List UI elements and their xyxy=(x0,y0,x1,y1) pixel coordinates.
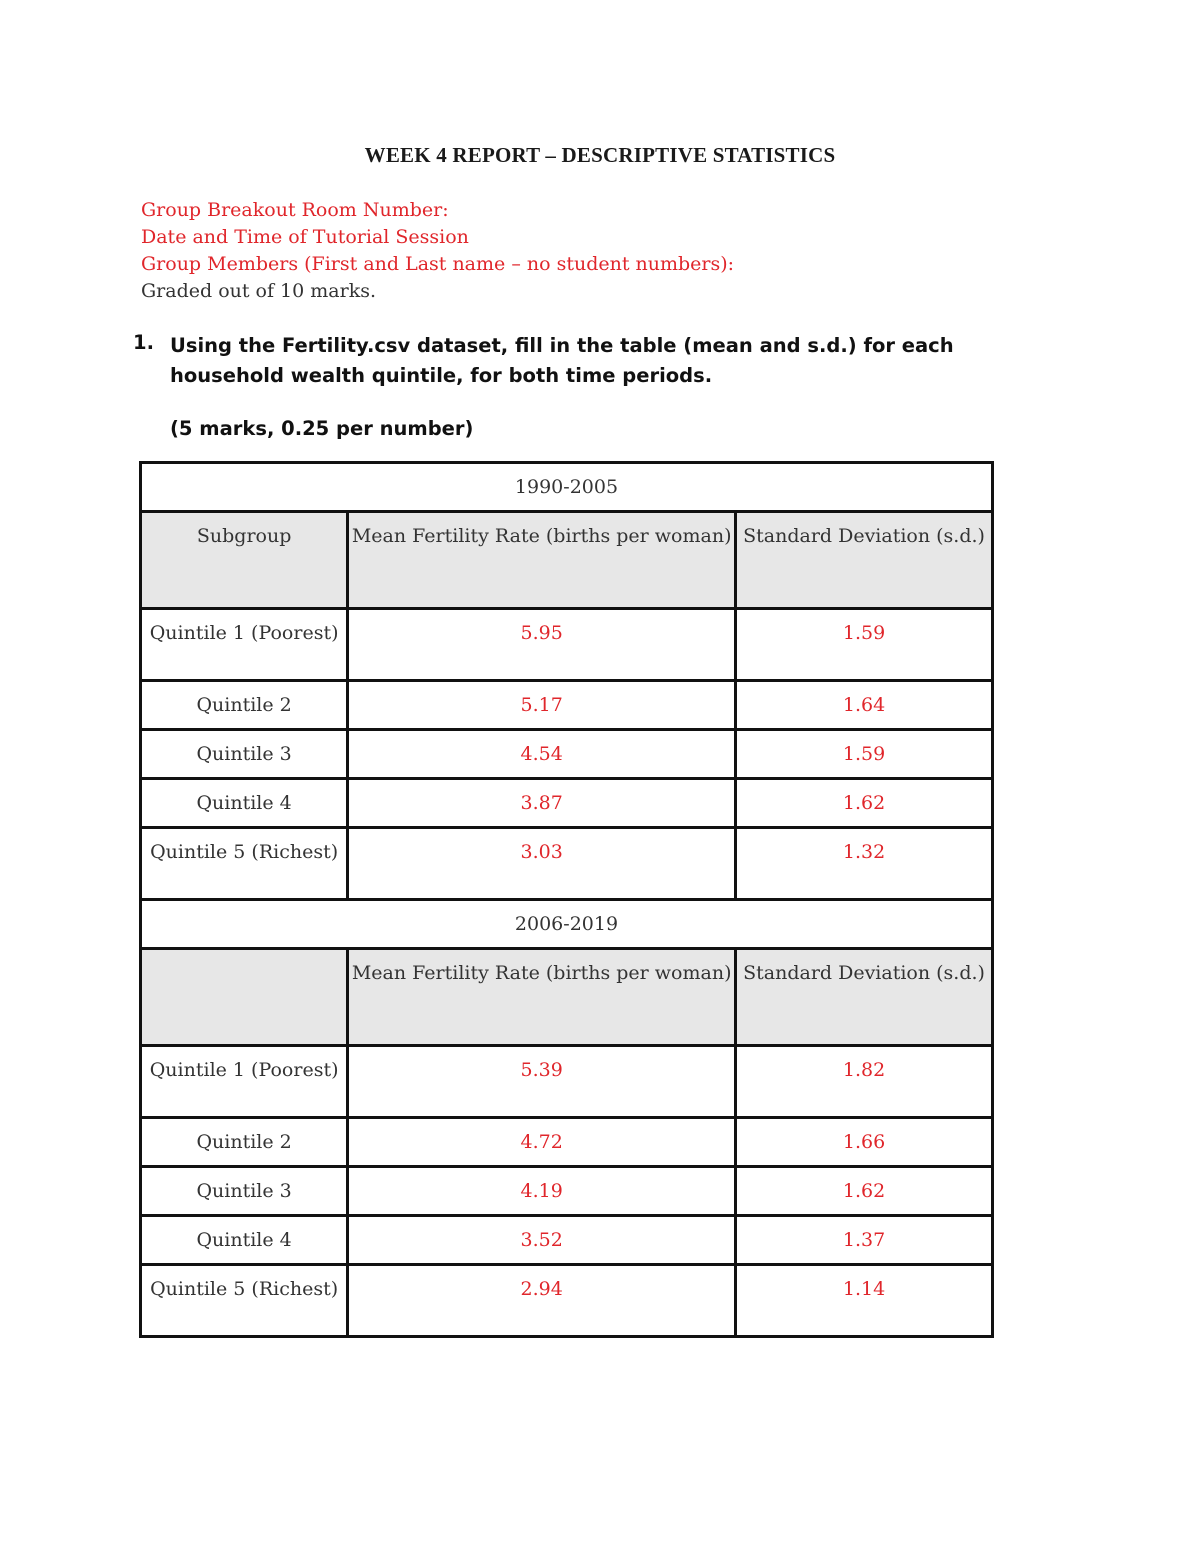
subgroup-cell: Quintile 5 (Richest) xyxy=(141,1265,348,1337)
period-row xyxy=(141,463,993,512)
table-row xyxy=(141,1216,993,1265)
mean-header: Mean Fertility Rate (births per woman) xyxy=(348,949,736,1046)
mean-cell: 4.54 xyxy=(348,730,736,779)
sd-cell: 1.62 xyxy=(736,779,993,828)
fertility-table xyxy=(139,461,994,1338)
sd-cell: 1.32 xyxy=(736,828,993,900)
period-label: 1990-2005 xyxy=(141,463,993,512)
subgroup-cell: Quintile 4 xyxy=(141,779,348,828)
mean-cell: 3.03 xyxy=(348,828,736,900)
table-row xyxy=(141,681,993,730)
period-label: 2006-2019 xyxy=(141,900,993,949)
subgroup-cell: Quintile 1 (Poorest) xyxy=(141,609,348,681)
sd-cell: 1.82 xyxy=(736,1046,993,1118)
breakout-room-label: Group Breakout Room Number: xyxy=(141,199,449,221)
table-row xyxy=(141,609,993,681)
subgroup-cell: Quintile 3 xyxy=(141,730,348,779)
mean-cell: 5.95 xyxy=(348,609,736,681)
table-row xyxy=(141,730,993,779)
mean-cell: 3.52 xyxy=(348,1216,736,1265)
sd-cell: 1.14 xyxy=(736,1265,993,1337)
sd-cell: 1.64 xyxy=(736,681,993,730)
mean-cell: 5.17 xyxy=(348,681,736,730)
tutorial-datetime-label: Date and Time of Tutorial Session xyxy=(141,226,469,248)
sd-cell: 1.37 xyxy=(736,1216,993,1265)
question-number: 1. xyxy=(133,331,154,354)
sd-cell: 1.59 xyxy=(736,609,993,681)
mean-cell: 2.94 xyxy=(348,1265,736,1337)
subgroup-cell: Quintile 2 xyxy=(141,1118,348,1167)
sd-cell: 1.62 xyxy=(736,1167,993,1216)
subgroup-header: Subgroup xyxy=(141,512,348,609)
sd-cell: 1.66 xyxy=(736,1118,993,1167)
page-title: WEEK 4 REPORT – DESCRIPTIVE STATISTICS xyxy=(364,143,836,167)
subgroup-cell: Quintile 2 xyxy=(141,681,348,730)
mean-cell: 3.87 xyxy=(348,779,736,828)
mean-cell: 5.39 xyxy=(348,1046,736,1118)
question-text: Using the Fertility.csv dataset, fill in the table (mean and s.d.) for each household wealth quintile, for both time periods. xyxy=(170,334,954,387)
table-row xyxy=(141,1167,993,1216)
table-row xyxy=(141,779,993,828)
subgroup-cell: Quintile 4 xyxy=(141,1216,348,1265)
table-row xyxy=(141,828,993,900)
sd-header: Standard Deviation (s.d.) xyxy=(736,512,993,609)
period-row xyxy=(141,900,993,949)
question-marks: (5 marks, 0.25 per number) xyxy=(170,417,474,440)
mean-cell: 4.72 xyxy=(348,1118,736,1167)
subgroup-cell: Quintile 3 xyxy=(141,1167,348,1216)
table-row xyxy=(141,1265,993,1337)
mean-header: Mean Fertility Rate (births per woman) xyxy=(348,512,736,609)
meta-block xyxy=(141,197,734,305)
table-row xyxy=(141,1118,993,1167)
table-row xyxy=(141,1046,993,1118)
graded-note: Graded out of 10 marks. xyxy=(141,280,377,302)
subgroup-header xyxy=(141,949,348,1046)
mean-cell: 4.19 xyxy=(348,1167,736,1216)
sd-header: Standard Deviation (s.d.) xyxy=(736,949,993,1046)
subgroup-cell: Quintile 1 (Poorest) xyxy=(141,1046,348,1118)
sd-cell: 1.59 xyxy=(736,730,993,779)
subgroup-cell: Quintile 5 (Richest) xyxy=(141,828,348,900)
group-members-label: Group Members (First and Last name – no student numbers): xyxy=(141,253,735,275)
header-row xyxy=(141,949,993,1046)
header-row xyxy=(141,512,993,609)
